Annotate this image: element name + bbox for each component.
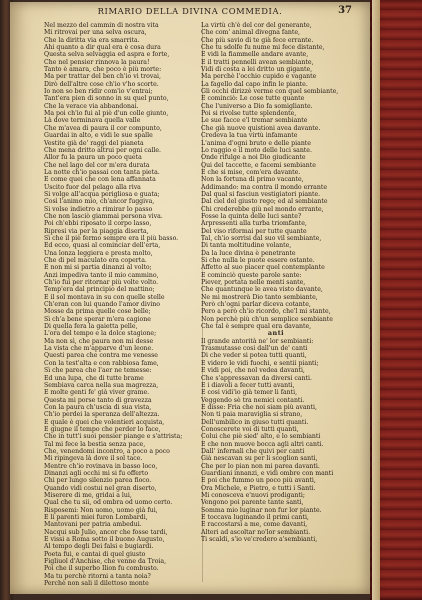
- text-line: Con la paura ch'uscia di sua vista,: [44, 403, 152, 411]
- text-line: Nacqui sub Julio, ancor che fosse tardi,: [44, 528, 168, 536]
- text-line: Non ti paia maraviglia si strano,: [201, 411, 303, 419]
- text-line: Che quantunque le avea visto davante,: [201, 286, 323, 294]
- text-line: Vestite già de' raggi del pianeta: [44, 139, 144, 147]
- text-line: Che tal è sempre qual era davante,: [201, 323, 312, 331]
- text-line: E che non muove bocca agli altri canti.: [201, 440, 324, 448]
- text-line: Questa selva selvaggia ed aspra e forte,: [44, 51, 170, 59]
- text-line: Quando vidi costui nel gran diserto,: [44, 484, 157, 492]
- text-line: Lo raggio e il moto delle luci sante.: [201, 146, 312, 154]
- text-line: Non perchè più ch'un semplice sembiante: [201, 315, 333, 323]
- text-line: La fagello dal capo infin le piante.: [201, 80, 308, 88]
- text-line: Ahi quanto a dir qual era è cosa dura: [44, 44, 161, 52]
- text-line: Dinanzi agli occhi mi si fu offerto: [44, 469, 149, 477]
- book-page: [10, 2, 370, 594]
- page-number: 37: [338, 5, 352, 16]
- text-line: Che più savio di te già fece errante.: [201, 36, 314, 44]
- text-line: Che non lasciò giammai persona viva.: [44, 212, 163, 220]
- text-line: Che s'appressavan da diversi canti.: [201, 374, 312, 382]
- text-line: Affetto al suo piacer quel contemplante: [201, 264, 325, 272]
- text-line: Poi che il superbo Ilion fu combusto.: [44, 565, 159, 573]
- text-line: Vengono poi parente tante santi,: [201, 499, 304, 507]
- text-line: Poi ch'ebbi riposato il corpo lasso,: [44, 220, 152, 228]
- text-line: E vissi a Roma sotto il buono Augusto,: [44, 536, 165, 544]
- text-line: Dal qual si fasciun vestigiatori piante.: [201, 190, 321, 198]
- text-line: Che per lo pian non mi parea davanti.: [201, 462, 320, 470]
- text-line: Sì che parea che l'aer ne temesse:: [44, 367, 152, 375]
- text-line: Già nescavan su per li scoglion santi,: [201, 455, 318, 463]
- text-line: E poi che fummo un poco più avanti,: [201, 477, 316, 485]
- text-line: Nel mezzo del cammin di nostra vita: [44, 22, 159, 29]
- text-line: Mosse da prima quelle cose belle;: [44, 308, 151, 316]
- text-line: Qual che tu sii, od ombra od uomo certo.: [44, 499, 173, 507]
- text-line: Miserere di me, gridai a lui,: [44, 492, 132, 499]
- text-line: E giugne il tempo che perder lo face,: [44, 425, 161, 433]
- text-line: Con la test'alta e con rabbiosa fame,: [44, 359, 159, 367]
- text-line: Di che veder si potea tutti quanti,: [201, 352, 307, 360]
- text-line: Figliuol d'Anchise, che venne da Troia,: [44, 558, 167, 566]
- text-line: Dell'umbilico in giuso tutti quanti.: [201, 418, 309, 426]
- text-line: Questa mi porse tanto di gravezza: [44, 396, 152, 404]
- text-line: anti: [267, 329, 285, 338]
- right-text-column: [201, 22, 351, 543]
- text-line: Si volse indietro a rimirar lo passo: [44, 205, 153, 213]
- text-line: Dall' infernali che quivi per canti: [201, 447, 305, 455]
- text-line: Ma tu perchè ritorni a tanta noia?: [44, 572, 151, 580]
- text-line: Trasmutasse cosi dall'un de' canti: [201, 345, 308, 353]
- text-line: Colui che piè sied' alto, e lo sembianti: [201, 433, 321, 441]
- text-line: E li parenti miei furon Lombardi,: [44, 514, 148, 522]
- text-line: E il sol montava in su con quelle stelle: [44, 293, 165, 301]
- text-line: Dirò dell'altre cose ch'io v'ho scorte.: [44, 80, 159, 88]
- text-line: Guardai in alto, e vidi le sue spalle: [44, 132, 153, 140]
- text-line: Ripresi via per la piaggia diserta,: [44, 227, 149, 235]
- text-line: E cosi vidi'io già temer li fanti,: [201, 389, 298, 397]
- text-line: E disse: Fria che noi siam più avanti,: [201, 403, 317, 411]
- text-line: Temp'era dal principio del mattino;: [44, 286, 155, 294]
- text-line: Si volge all'acqua perigliosa e guata;: [44, 190, 160, 198]
- text-line: Mi conosceva e'nuovi prodiganti;: [201, 492, 305, 499]
- text-line: E videro le vidi fuochi, e sentii pianti;: [201, 359, 319, 367]
- text-line: Tal mi fece la bestia senza pace,: [44, 440, 146, 448]
- text-line: Mi ritrovai per una selva oscura,: [44, 29, 147, 37]
- text-line: Mentre ch'io rovinava in basso loco,: [44, 462, 158, 470]
- text-line: Alteri ad ascoltar no'lor sembianti.: [201, 528, 311, 536]
- text-line: Arpressenti alla turba triomfante,: [201, 220, 307, 228]
- text-line: Sembiava carca nella sua magrezza,: [44, 381, 159, 389]
- text-line: E che si mise, com'era davante.: [201, 168, 301, 176]
- text-line: E raccostarsi a me, come davanti,: [201, 521, 308, 529]
- book-spine: [370, 0, 422, 600]
- text-line: Di tanta moltitudine volante,: [201, 242, 292, 250]
- text-line: Addimando: ma contra il mondo errante: [201, 183, 328, 191]
- text-line: Mi ripingeva là dove il sol tace.: [44, 455, 143, 463]
- text-line: Poi si rivolse tutte splendente,: [201, 110, 297, 118]
- text-line: Che tu sdolfe fu nume mi fece distante,: [201, 44, 325, 52]
- text-line: Sì ch'a bene sperar m'era cagione: [44, 315, 151, 323]
- text-line: Piever, portata nelle menti sante,: [201, 279, 306, 287]
- text-line: E come quei che con lena affannata: [44, 176, 156, 184]
- text-line: Le sue facce e'l tremar sembiante: [201, 117, 308, 125]
- text-line: Somma mio luginar non fur lor piante.: [201, 506, 322, 514]
- text-line: E non mi si partia dinanzi al volto;: [44, 264, 152, 272]
- text-line: Tal, ch'io sorrisi dal suo vil sembiante,: [201, 234, 322, 242]
- text-line: Ed una lupa, che di tutte brame: [44, 374, 144, 382]
- text-line: Io non so ben ridir com'io v'entrai;: [44, 88, 153, 96]
- text-line: Tanto è amara, che poco è più morte:: [44, 66, 162, 74]
- text-line: E i diavoli a fecer tutti avanti,: [201, 381, 295, 389]
- text-line: Guardiani innanzi, e vidi ombre con manti: [201, 469, 334, 477]
- text-line: Che la diritta via era smarrita.: [44, 36, 140, 44]
- left-text-column: [36, 22, 206, 587]
- text-line: L'anima d'ogni bruto e delle piante: [201, 139, 311, 147]
- text-line: Si che nulla le puote essere ostante.: [201, 257, 315, 264]
- text-line: Ti scaldi, s'io ve'credero a'sembianti,: [201, 536, 318, 544]
- text-line: Che nel lago del cor m'era durata: [44, 161, 150, 169]
- text-line: Che la verace via abbandonai.: [44, 102, 139, 110]
- text-line: La vista che m'apparve d'un leone.: [44, 345, 154, 353]
- text-line: Che mena dritto altrui per ogni calle.: [44, 146, 162, 154]
- text-line: Che m'avea di paura il cor compunto,: [44, 124, 162, 132]
- text-line: Sì che il piè fermo sempre era il più basso.: [44, 234, 179, 242]
- text-line: Del viso riformai per tutte quante: [201, 227, 307, 235]
- text-line: Ch'io perdei la speranza dell'altezza.: [44, 411, 160, 419]
- text-line: Ne mi mostrerà Dio tanto sembiante,: [201, 293, 318, 301]
- text-line: Allor fu la paura un poco queta: [44, 154, 142, 162]
- text-line: Anzi impediva tanto il mio cammino,: [44, 271, 159, 279]
- text-line: Così l'animo mio, ch'ancor fuggiva,: [44, 198, 155, 206]
- text-line: Che in tutt'i suoi pensier piange e s'attrista;: [44, 433, 183, 441]
- text-line: Però ch'ogni parlar diceva cotante,: [201, 301, 311, 309]
- running-title: RIMARIO DELLA DIVINA COMMEDIA.: [97, 6, 283, 16]
- text-line: Che di pel maculato era coperta.: [44, 257, 147, 264]
- text-line: Fosse la quinta delle luci sante?: [201, 212, 302, 220]
- text-line: Ma perchè l'occhio cupido e vagante: [201, 73, 317, 81]
- text-line: La notte ch'io passai con tanta pieta.: [44, 168, 160, 176]
- page-edge: [372, 0, 380, 600]
- text-line: Che l'universo a Dio fa somigliante.: [201, 102, 313, 110]
- text-line: Una lonza leggiera e presta molto,: [44, 249, 153, 257]
- text-line: Ma poi ch'io fui al piè d'un colle giunto,: [44, 110, 169, 118]
- text-line: E vidi la fiammelle andare avante,: [201, 51, 309, 59]
- text-line: Al tempo degli Dei falsi e bugiardi.: [44, 543, 154, 551]
- text-line: E molte genti fe' già viver grame.: [44, 389, 150, 397]
- text-line: Là dove terminava quella valle: [44, 117, 141, 125]
- text-line: Vidi di costa a lei dritto un gigante,: [201, 66, 313, 74]
- text-line: Ch'eran con lui quando l'amor divino: [44, 301, 161, 309]
- text-line: Ma per trattar del ben ch'io vi trovai,: [44, 73, 161, 81]
- text-line: Onde rifulge a noi Dio giudicante: [201, 154, 306, 162]
- text-line: Ch'io fui per ritornar più volte volto.: [44, 279, 159, 287]
- text-line: Poeta fui, e cantai di quel giusto: [44, 550, 146, 558]
- text-line: Dal ciel del giusto rego; ed al sembiante: [201, 198, 328, 206]
- text-line: Perchè non sali il dilettoso monte: [44, 580, 149, 588]
- text-line: E vidi poi, che nol vedea davanti,: [201, 367, 305, 375]
- text-line: E cominciò: Le cose tutte quante: [201, 95, 305, 103]
- text-line: E toccava luginando il primi canti,: [201, 514, 309, 522]
- text-line: Uscito fuor del pelago alla riva: [44, 183, 141, 191]
- text-line: Pero a però ch'io ricordo, che'l mi stante,: [201, 308, 331, 316]
- text-line: E quale è quei che volentieri acquista,: [44, 418, 165, 426]
- text-line: E il tratti pennelli avean sembiante,: [201, 58, 314, 66]
- text-line: Che nel pensier rinnova la paura!: [44, 58, 150, 66]
- text-line: E cominciò queste parole sante:: [201, 271, 302, 279]
- text-line: Non la fortuna di primo vacante,: [201, 176, 304, 184]
- text-line: Ed ecco, quasi al cominciar dell'erta,: [44, 242, 161, 250]
- text-line: Chi crederebbe giù nel mondo errante,: [201, 205, 324, 213]
- text-line: Questi parea che contra me venesse: [44, 352, 158, 360]
- text-line: Risposemi: Non uomo, uomo già fui,: [44, 506, 158, 514]
- text-line: Gli occhi dirizzè verme con quel sembiante,: [201, 88, 339, 96]
- text-line: Qui del taccette, e facemi sembiante: [201, 161, 316, 169]
- text-line: Credeva la tua virtù infamante: [201, 132, 298, 140]
- text-line: Il grande antorità ne' lor sembianti:: [201, 337, 314, 345]
- text-line: L'ora del tempo e la dolce stagione;: [44, 330, 157, 338]
- text-line: Da la luce divina è penetrante: [201, 249, 296, 257]
- text-line: Chi per lungo silenzio parea fioco.: [44, 477, 152, 485]
- text-line: Tant'era pien di sonno in su quel punto,: [44, 95, 169, 103]
- text-line: Che com' animal divegna fante,: [201, 29, 301, 37]
- text-line: Di quella fera la gaietta pelle,: [44, 323, 138, 331]
- text-line: Mantovani per patria ambedui.: [44, 521, 142, 529]
- text-line: Che, venendomi incontro, a poco a poco: [44, 447, 170, 455]
- text-line: Ora Michele, e Pietro, e tutti i Santi.: [201, 484, 316, 492]
- text-line: Veggendo sè tra nemici contanti.: [201, 396, 305, 404]
- text-line: La virtù ch'è del cor del generante,: [201, 22, 312, 29]
- page-header: [10, 6, 370, 20]
- text-line: Conoscerete voi di tutti quanti,: [201, 425, 299, 433]
- text-line: Che già nuove quistioni avea davante.: [201, 124, 321, 132]
- text-line: Ma non sì, che paura non mi desse: [44, 337, 154, 345]
